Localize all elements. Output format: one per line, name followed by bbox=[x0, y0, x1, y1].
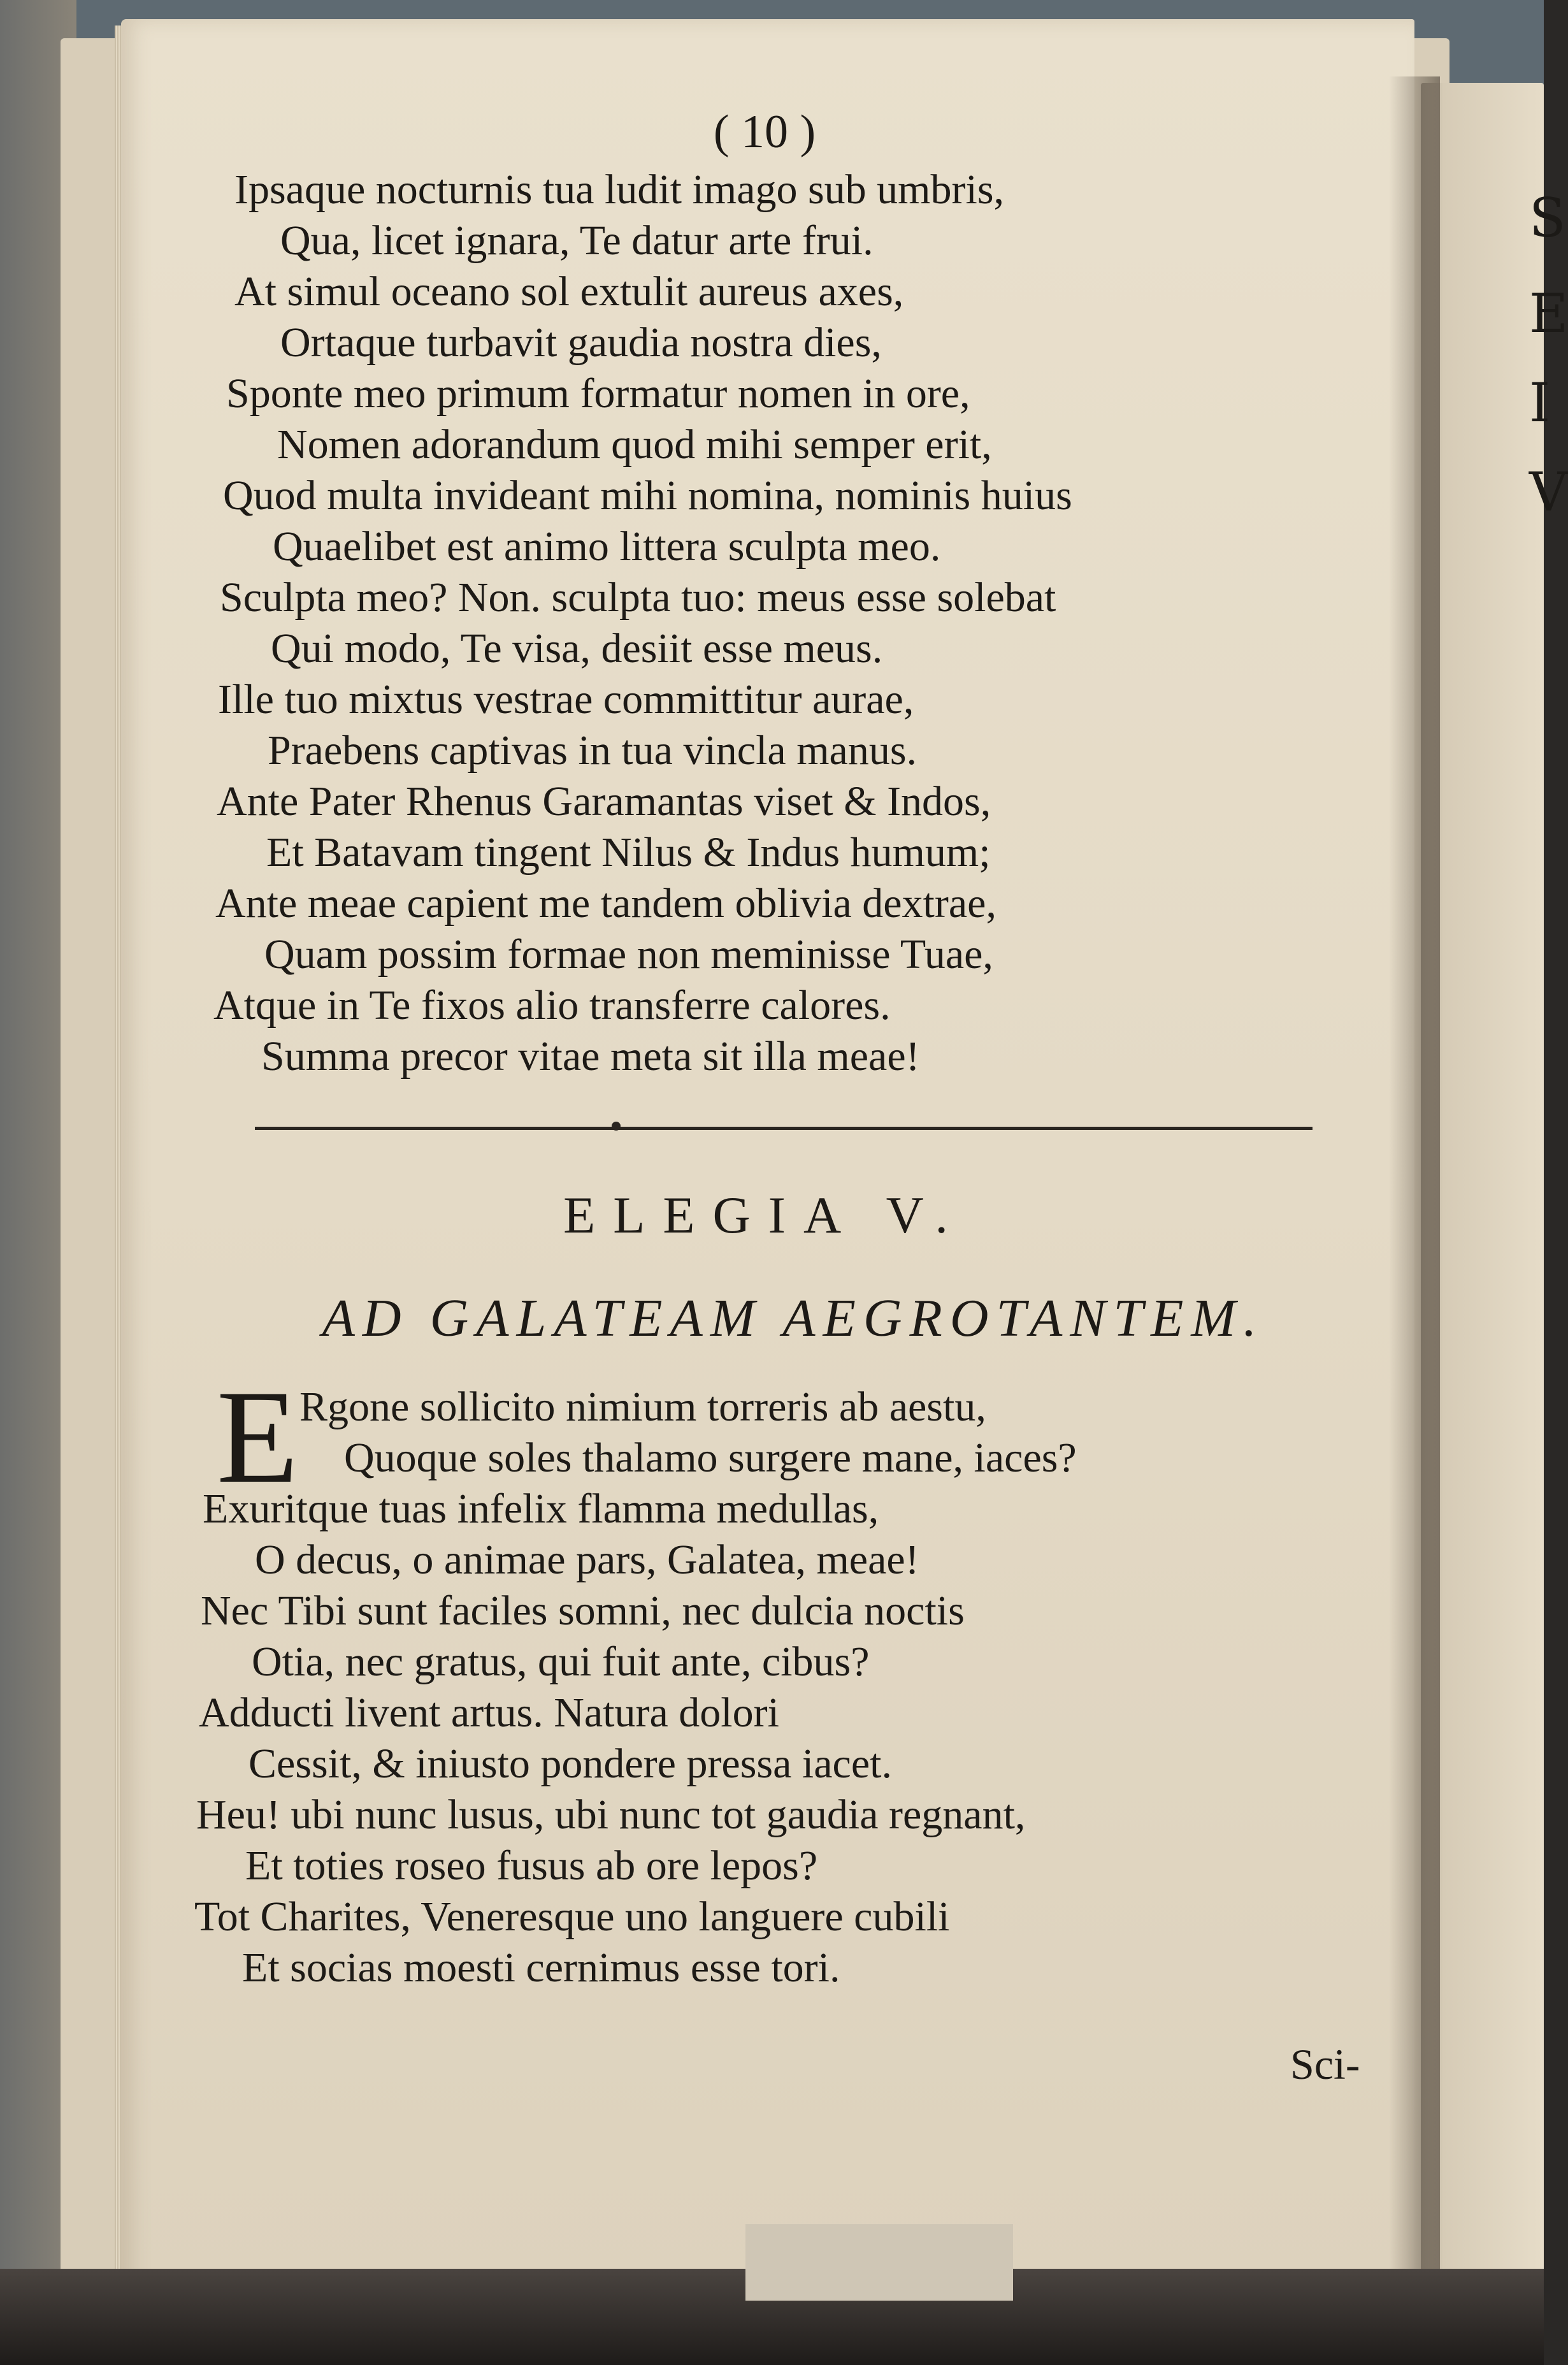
elegy-line: Cessit, & iniusto pondere pressa iacet. bbox=[248, 1740, 892, 1787]
elegy-line: Quoque soles thalamo surgere mane, iaces? bbox=[344, 1435, 1077, 1481]
poem-line: Ipsaque nocturnis tua ludit imago sub umbris, bbox=[234, 166, 1005, 213]
poem-line: Qua, licet ignara, Te datur arte frui. bbox=[280, 217, 874, 264]
elegy-line: Exuritque tuas infelix flamma medullas, bbox=[203, 1486, 879, 1532]
drop-capital: E bbox=[217, 1363, 299, 1511]
poem-line: Ante Pater Rhenus Garamantas viset & Indos, bbox=[217, 778, 991, 825]
poem-line: Praebens captivas in tua vincla manus. bbox=[268, 727, 917, 774]
poem-line: Quam possim formae non meminisse Tuae, bbox=[264, 931, 993, 978]
poem-line: Summa precor vitae meta sit illa meae! bbox=[261, 1033, 920, 1080]
section-divider bbox=[255, 1127, 1313, 1130]
facing-page-glyph: V bbox=[1529, 461, 1568, 523]
catchword: Sci- bbox=[1290, 2040, 1360, 2088]
elegy-line: Tot Charites, Veneresque uno languere cubili bbox=[194, 1893, 950, 1940]
elegy-line: Nec Tibi sunt faciles somni, nec dulcia noctis bbox=[201, 1588, 965, 1634]
poem-line: Ortaque turbavit gaudia nostra dies, bbox=[280, 319, 882, 366]
elegy-title: ELEGIA V. bbox=[563, 1186, 966, 1244]
poem-line: Sculpta meo? Non. sculpta tuo: meus esse solebat bbox=[220, 574, 1056, 621]
poem-line: Atque in Te fixos alio transferre calores. bbox=[213, 982, 891, 1029]
poem-line: At simul oceano sol extulit aureus axes, bbox=[234, 268, 904, 315]
gutter-shadow bbox=[1389, 76, 1440, 2294]
poem-line: Qui modo, Te visa, desiit esse meus. bbox=[271, 625, 883, 672]
elegy-line: O decus, o animae pars, Galatea, meae! bbox=[255, 1537, 919, 1583]
elegy-subtitle: AD GALATEAM AEGROTANTEM. bbox=[322, 1289, 1265, 1348]
facing-page-glyph: S bbox=[1529, 187, 1566, 249]
facing-page-glyph: E bbox=[1529, 282, 1568, 345]
poem-line: Quaelibet est animo littera sculpta meo. bbox=[273, 523, 941, 570]
poem-line: Ante meae capient me tandem oblivia dextrae, bbox=[215, 880, 996, 927]
page-number: ( 10 ) bbox=[713, 106, 816, 158]
elegy-line: Et toties roseo fusus ab ore lepos? bbox=[245, 1842, 818, 1889]
elegy-line: Otia, nec gratus, qui fuit ante, cibus? bbox=[252, 1638, 870, 1685]
elegy-line: Rgone sollicito nimium torreris ab aestu, bbox=[299, 1384, 986, 1430]
poem-line: Nomen adorandum quod mihi semper erit, bbox=[277, 421, 992, 468]
elegy-line: Heu! ubi nunc lusus, ubi nunc tot gaudia regnant, bbox=[196, 1791, 1026, 1838]
poem-line: Ille tuo mixtus vestrae committitur aurae, bbox=[218, 676, 914, 723]
page-bottom-patch bbox=[745, 2224, 1013, 2301]
poem-line: Et Batavam tingent Nilus & Indus humum; bbox=[266, 829, 991, 876]
elegy-line: Et socias moesti cernimus esse tori. bbox=[242, 1944, 840, 1991]
poem-line: Sponte meo primum formatur nomen in ore, bbox=[226, 370, 970, 417]
poem-line: Quod multa invideant mihi nomina, nominis huius bbox=[223, 472, 1072, 519]
divider-ornament bbox=[612, 1122, 621, 1131]
elegy-line: Adducti livent artus. Natura dolori bbox=[199, 1689, 779, 1736]
facing-page-glyph: I bbox=[1529, 372, 1551, 434]
